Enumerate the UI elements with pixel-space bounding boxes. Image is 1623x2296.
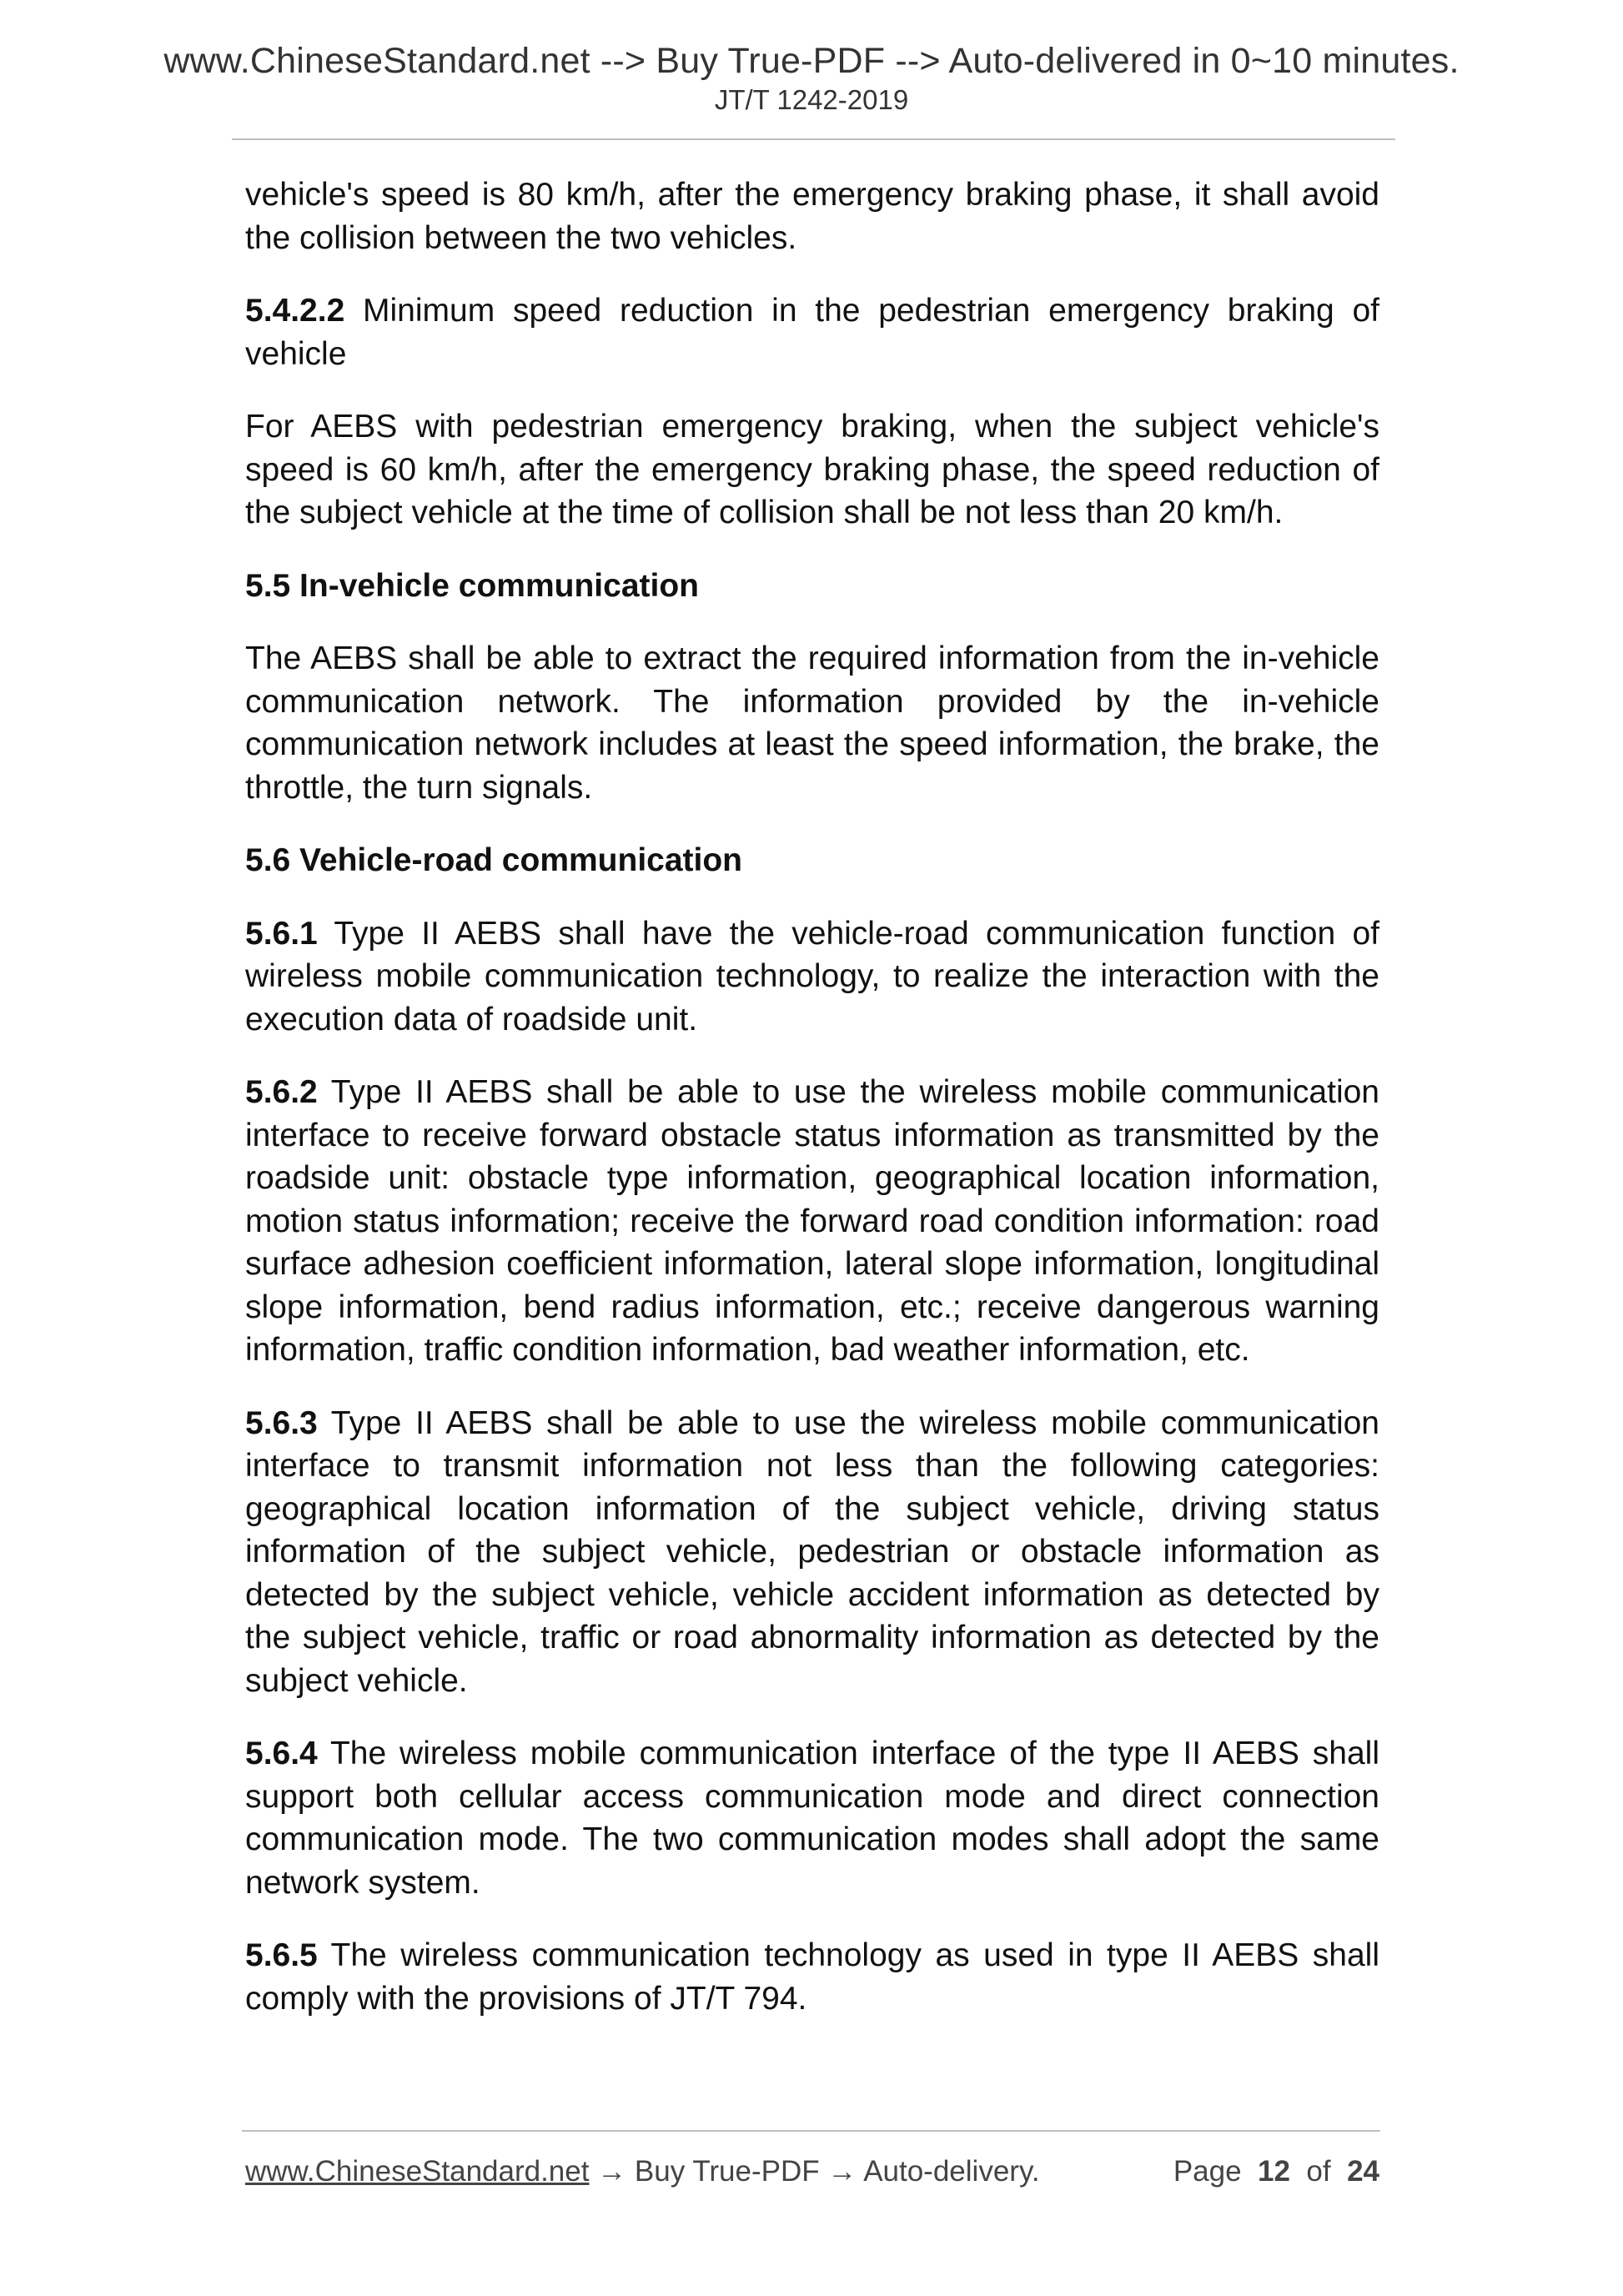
page-number: 12	[1258, 2155, 1290, 2188]
clause-text: Type II AEBS shall have the vehicle-road communication function of wireless mobile communication technology, to realize the interaction with the execution data of roadside unit.	[245, 915, 1379, 1037]
section-heading-5-5: 5.5 In-vehicle communication	[245, 567, 699, 604]
paragraph-in-vehicle-communication: The AEBS shall be able to extract the required information from the in-vehicle communication network. The information provided by the in-vehicle communication network includes at least the speed information, the brake, the throttle, the turn signals.	[245, 641, 1379, 806]
clause-text: The wireless mobile communication interface of the type II AEBS shall support both cellular access communication mode and direct connection communication mode. The two communication modes shall adopt the same network system.	[245, 1736, 1379, 1901]
page-indicator	[1173, 2154, 1379, 2189]
arrow-right-icon: →	[589, 2155, 635, 2188]
clause-number: 5.6.4	[245, 1736, 318, 1771]
clause-text: Minimum speed reduction in the pedestrian emergency braking of vehicle	[245, 293, 1379, 372]
clause-number: 5.6.1	[245, 915, 318, 952]
footer-site-link[interactable]: www.ChineseStandard.net	[245, 2155, 590, 2188]
section-heading-5-6: 5.6 Vehicle-road communication	[245, 842, 743, 878]
clause-5-4-2-2	[245, 289, 1379, 375]
document-body	[245, 173, 1379, 2050]
arrow-right-icon: →	[819, 2155, 864, 2188]
top-banner[interactable]: www.ChineseStandard.net --> Buy True-PDF --> Auto-delivered in 0~10 minutes.	[163, 41, 1460, 81]
clause-text: Type II AEBS shall be able to use the wireless mobile communication interface to transmit information not less than the following categories: geographical location information of the subject vehicle, driving status information of the subject vehicle, pedestrian or obstacle information as detected by the subject vehicle, vehicle accident information as detected by the subject vehicle, traffic or road abnormality information as detected by the subject vehicle.	[245, 1404, 1379, 1699]
header-divider	[232, 138, 1395, 140]
footer-delivery-text: Auto-delivery.	[863, 2155, 1040, 2188]
clause-5-6-2	[245, 1071, 1379, 1372]
of-label: of	[1306, 2155, 1331, 2188]
clause-text: The wireless communication technology as used in type II AEBS shall comply with the provisions of JT/T 794.	[245, 1937, 1379, 2017]
clause-number: 5.4.2.2	[245, 293, 345, 329]
clause-number: 5.6.3	[245, 1404, 318, 1441]
footer-buy-text: Buy True-PDF	[634, 2155, 820, 2188]
page-label: Page	[1173, 2155, 1242, 2188]
clause-5-6-3	[245, 1402, 1379, 1703]
clause-text: Type II AEBS shall be able to use the wireless mobile communication interface to receive forward obstacle status information as transmitted by the roadside unit: obstacle type information, geographical location information, motion status information; receive the forward road condition information: road surface adhesion coefficient information, lateral slope information, longitudinal slope information, bend radius information, etc.; receive dangerous warning information, traffic condition information, bad weather information, etc.	[245, 1074, 1379, 1368]
page-total: 24	[1347, 2155, 1379, 2188]
clause-5-6-1	[245, 912, 1379, 1042]
paragraph-continuation: vehicle's speed is 80 km/h, after the emergency braking phase, it shall avoid the collision between the two vehicles.	[245, 177, 1379, 256]
clause-5-6-5	[245, 1934, 1379, 2020]
clause-number: 5.6.2	[245, 1074, 318, 1110]
footer-divider	[242, 2130, 1380, 2132]
clause-number: 5.6.5	[245, 1937, 318, 1973]
clause-5-6-4	[245, 1732, 1379, 1904]
document-code: JT/T 1242-2019	[714, 84, 909, 115]
footer-links	[245, 2154, 1040, 2189]
paragraph-pedestrian-braking: For AEBS with pedestrian emergency braking, when the subject vehicle's speed is 60 km/h, after the emergency braking phase, the speed reduction of the subject vehicle at the time of collision shall be not less than 20 km/h.	[245, 409, 1379, 530]
